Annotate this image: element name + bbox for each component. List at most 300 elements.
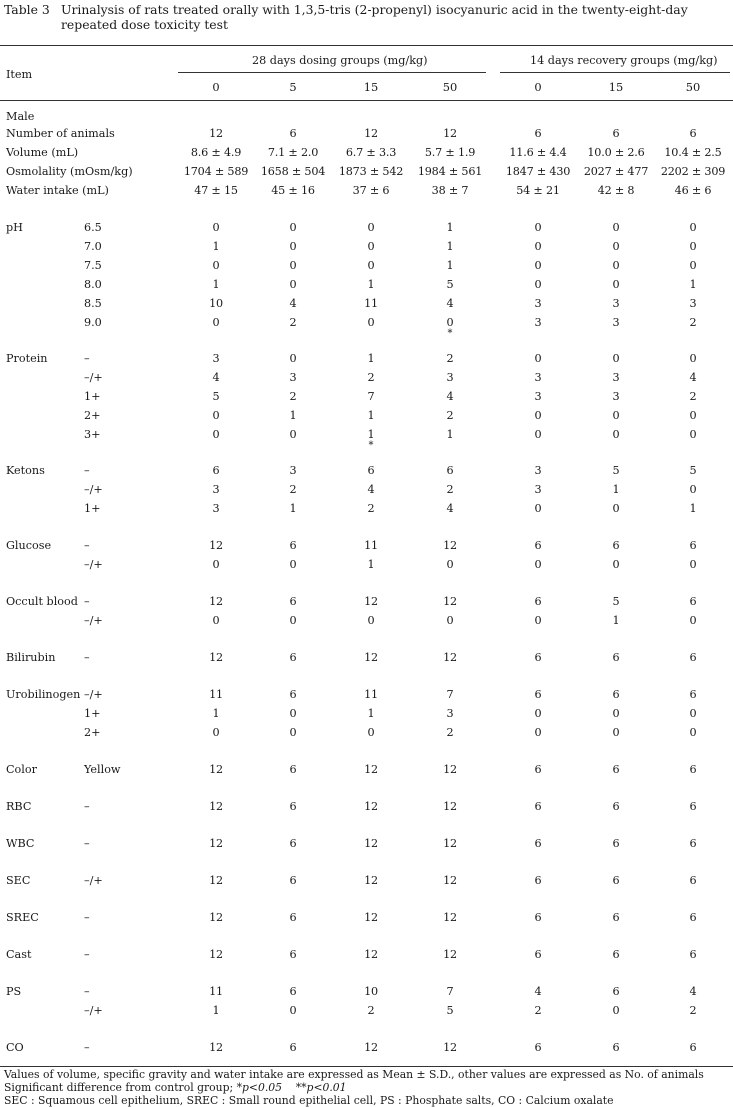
- significance-asterisk: *: [368, 440, 374, 451]
- table-cell: 1: [212, 278, 220, 291]
- table-row: [0, 1041, 733, 1055]
- table-cell: 6: [289, 985, 297, 998]
- footnote-p1: p<0.05: [242, 1081, 283, 1094]
- table-cell: 6: [534, 911, 542, 924]
- table-row: [0, 726, 733, 740]
- row-sub-label: –/+: [84, 371, 103, 384]
- table-row: [0, 911, 733, 925]
- table-cell: 0: [612, 502, 620, 515]
- table-cell: 12: [209, 874, 223, 887]
- table-cell: 6: [612, 651, 620, 664]
- table-cell: 0: [534, 221, 542, 234]
- table-row: [0, 297, 733, 311]
- table-cell: 3: [534, 483, 542, 496]
- row-sub-label: 1+: [84, 390, 101, 403]
- table-cell: 1: [446, 259, 454, 272]
- table-cell: 38 ± 7: [431, 184, 469, 197]
- table-cell: 6: [689, 800, 697, 813]
- table-cell: 6: [289, 1041, 297, 1054]
- table-cell: 12: [364, 595, 378, 608]
- table-cell: 0: [612, 240, 620, 253]
- table-cell: 0: [212, 221, 220, 234]
- table-cell: 3: [534, 316, 542, 329]
- table-row: [0, 948, 733, 962]
- table-row: [0, 428, 733, 442]
- table-row: [0, 502, 733, 516]
- table-cell: 2: [689, 1004, 697, 1017]
- table-cell: 0: [612, 1004, 620, 1017]
- table-cell: 6: [446, 464, 454, 477]
- table-cell: 1: [289, 502, 297, 515]
- table-cell: 3: [289, 464, 297, 477]
- table-cell: 2: [534, 1004, 542, 1017]
- table-cell: 6: [689, 595, 697, 608]
- table-cell: 47 ± 15: [194, 184, 238, 197]
- table-cell: 0: [289, 352, 297, 365]
- table-cell: 1658 ± 504: [260, 165, 326, 178]
- table-cell: 3: [446, 707, 454, 720]
- row-sub-label: –/+: [84, 558, 103, 571]
- table-cell: 12: [443, 763, 457, 776]
- row-sub-label: –: [84, 837, 90, 850]
- table-cell: 0: [212, 614, 220, 627]
- table-cell: 0: [289, 1004, 297, 1017]
- table-cell: 0: [612, 409, 620, 422]
- table-cell: 0: [212, 558, 220, 571]
- table-row: [0, 259, 733, 273]
- table-cell: 6: [612, 837, 620, 850]
- table-cell: 2: [446, 409, 454, 422]
- dose-header-2: 15: [363, 80, 379, 94]
- table-cell: 5: [212, 390, 220, 403]
- table-cell: 10: [364, 985, 378, 998]
- table-cell: 6: [289, 127, 297, 140]
- table-cell: 6: [367, 464, 375, 477]
- table-cell: 12: [209, 800, 223, 813]
- table-cell: 4: [446, 390, 454, 403]
- table-cell: 6: [612, 688, 620, 701]
- table-row: [0, 278, 733, 292]
- row-sub-label: –/+: [84, 874, 103, 887]
- table-cell: 6: [289, 911, 297, 924]
- table-row: [0, 539, 733, 553]
- table-cell: 0: [534, 726, 542, 739]
- table-cell: 2: [689, 316, 697, 329]
- table-row: [0, 614, 733, 628]
- table-cell: 12: [443, 837, 457, 850]
- table-cell: 12: [443, 874, 457, 887]
- footnote-2: [4, 1081, 347, 1094]
- table-cell: 5: [689, 464, 697, 477]
- row-sub-label: 6.5: [84, 221, 102, 234]
- dose-header-1: 5: [289, 80, 297, 94]
- table-cell: 4: [289, 297, 297, 310]
- table-row: [0, 165, 733, 179]
- table-cell: 1: [367, 278, 375, 291]
- table-cell: 0: [212, 726, 220, 739]
- table-label: Table 3: [4, 2, 50, 17]
- table-cell: 2: [446, 483, 454, 496]
- dose-header-5: 15: [608, 80, 624, 94]
- table-cell: 0: [612, 259, 620, 272]
- table-cell: 0: [289, 259, 297, 272]
- table-row: [0, 800, 733, 814]
- table-cell: 6: [289, 595, 297, 608]
- row-sub-label: 8.0: [84, 278, 102, 291]
- table-cell: 7.1 ± 2.0: [267, 146, 319, 159]
- table-cell: 10.0 ± 2.6: [587, 146, 645, 159]
- table-cell: 1847 ± 430: [505, 165, 571, 178]
- table-cell: 0: [446, 558, 454, 571]
- table-cell: 0: [612, 558, 620, 571]
- row-item-label: Color: [6, 763, 37, 776]
- row-sub-label: 8.5: [84, 297, 102, 310]
- table-cell: 1984 ± 561: [417, 165, 483, 178]
- table-cell: 2: [446, 352, 454, 365]
- row-item-label: Cast: [6, 948, 32, 961]
- dosing-group-rule: [178, 72, 486, 73]
- table-cell: 0: [689, 483, 697, 496]
- table-cell: 6: [534, 874, 542, 887]
- table-cell: 2: [367, 502, 375, 515]
- table-cell: 6: [289, 948, 297, 961]
- table-cell: 1: [446, 428, 454, 441]
- caption-line-1: Urinalysis of rats treated orally with 1,3,5-tris (2-propenyl) isocyanuric acid in the twenty-eight-day: [61, 2, 688, 17]
- row-sub-label: 2+: [84, 726, 101, 739]
- table-cell: 6: [289, 837, 297, 850]
- table-row: [0, 558, 733, 572]
- table-top-rule: [0, 45, 733, 46]
- table-cell: 6: [289, 800, 297, 813]
- table-cell: 0: [367, 240, 375, 253]
- row-sub-label: –: [84, 595, 90, 608]
- row-item-label: WBC: [6, 837, 35, 850]
- table-cell: 12: [209, 539, 223, 552]
- table-cell: 3: [612, 390, 620, 403]
- table-cell: 1: [446, 221, 454, 234]
- row-sub-label: 2+: [84, 409, 101, 422]
- table-cell: 4: [689, 985, 697, 998]
- table-cell: 6: [689, 948, 697, 961]
- table-cell: 8.6 ± 4.9: [190, 146, 242, 159]
- table-cell: 6: [689, 1041, 697, 1054]
- table-cell: 6: [612, 911, 620, 924]
- row-item-label: Volume (mL): [6, 146, 79, 159]
- table-cell: 12: [209, 595, 223, 608]
- table-cell: 11.6 ± 4.4: [509, 146, 567, 159]
- table-row: [0, 707, 733, 721]
- table-cell: 6: [612, 874, 620, 887]
- table-cell: 10: [209, 297, 223, 310]
- table-cell: 1: [289, 409, 297, 422]
- table-cell: 1: [689, 278, 697, 291]
- table-cell: 12: [209, 837, 223, 850]
- table-cell: 6: [689, 127, 697, 140]
- table-cell: 12: [443, 651, 457, 664]
- row-item-label: pH: [6, 221, 23, 234]
- table-cell: 0: [689, 726, 697, 739]
- dose-header-3: 50: [442, 80, 458, 94]
- significance-asterisk: *: [447, 328, 453, 339]
- caption-line-2: repeated dose toxicity test: [61, 17, 228, 32]
- row-sub-label: –: [84, 985, 90, 998]
- footnote-1: Values of volume, specific gravity and water intake are expressed as Mean ± S.D., other values are expressed as No. of animals: [4, 1068, 704, 1081]
- table-cell: 3: [212, 483, 220, 496]
- table-cell: 12: [209, 651, 223, 664]
- table-cell: 11: [364, 297, 378, 310]
- row-sub-label: 7.0: [84, 240, 102, 253]
- table-cell: 1: [446, 240, 454, 253]
- table-cell: 12: [209, 763, 223, 776]
- table-cell: 0: [289, 726, 297, 739]
- table-cell: 5: [612, 595, 620, 608]
- table-cell: 6: [612, 985, 620, 998]
- row-sub-label: –: [84, 651, 90, 664]
- table-cell: 3: [212, 502, 220, 515]
- table-cell: 12: [364, 800, 378, 813]
- dose-header-0: 0: [212, 80, 220, 94]
- table-cell: 6: [534, 539, 542, 552]
- table-cell: 12: [364, 1041, 378, 1054]
- table-cell: 42 ± 8: [597, 184, 635, 197]
- table-cell: 1: [689, 502, 697, 515]
- header-item: Item: [6, 68, 33, 81]
- table-cell: 12: [364, 911, 378, 924]
- row-item-label: RBC: [6, 800, 32, 813]
- table-cell: 6: [534, 595, 542, 608]
- table-row: [0, 837, 733, 851]
- table-cell: 3: [534, 297, 542, 310]
- row-sub-label: Yellow: [84, 763, 121, 776]
- table-cell: 0: [289, 240, 297, 253]
- table-cell: 6: [689, 911, 697, 924]
- table-cell: 6: [289, 763, 297, 776]
- table-cell: 12: [443, 595, 457, 608]
- table-cell: 12: [443, 127, 457, 140]
- table-cell: 12: [209, 1041, 223, 1054]
- table-cell: 6: [534, 651, 542, 664]
- table-row: [0, 240, 733, 254]
- table-cell: 12: [443, 1041, 457, 1054]
- table-cell: 0: [212, 316, 220, 329]
- table-cell: 0: [289, 278, 297, 291]
- table-cell: 0: [289, 614, 297, 627]
- table-cell: 2: [446, 726, 454, 739]
- table-cell: 4: [212, 371, 220, 384]
- table-cell: 6: [612, 127, 620, 140]
- table-cell: 6: [689, 837, 697, 850]
- row-item-label: Number of animals: [6, 127, 115, 140]
- table-cell: 2202 ± 309: [660, 165, 726, 178]
- table-cell: 0: [534, 707, 542, 720]
- table-cell: 11: [209, 985, 223, 998]
- table-cell: 6.7 ± 3.3: [345, 146, 397, 159]
- table-cell: 0: [534, 502, 542, 515]
- table-cell: 4: [367, 483, 375, 496]
- table-cell: 0: [212, 409, 220, 422]
- table-cell: 11: [364, 539, 378, 552]
- table-cell: 2: [289, 316, 297, 329]
- row-sub-label: –/+: [84, 1004, 103, 1017]
- table-cell: 0: [289, 707, 297, 720]
- row-sub-label: –: [84, 539, 90, 552]
- table-cell: 45 ± 16: [271, 184, 315, 197]
- table-cell: 0: [612, 726, 620, 739]
- table-cell: 2: [689, 390, 697, 403]
- table-cell: 6: [689, 763, 697, 776]
- table-cell: 4: [689, 371, 697, 384]
- footnote-p1-star: *: [236, 1081, 243, 1094]
- table-cell: 12: [209, 911, 223, 924]
- table-cell: 3: [534, 371, 542, 384]
- table-cell: 2027 ± 477: [583, 165, 649, 178]
- table-cell: 3: [446, 371, 454, 384]
- table-cell: 5.7 ± 1.9: [424, 146, 476, 159]
- row-item-label: PS: [6, 985, 22, 998]
- table-cell: 5: [612, 464, 620, 477]
- table-cell: 6: [612, 1041, 620, 1054]
- table-cell: 2: [367, 1004, 375, 1017]
- row-item-label: Water intake (mL): [6, 184, 109, 197]
- table-cell: 6: [289, 651, 297, 664]
- table-row: [0, 483, 733, 497]
- table-row: [0, 184, 733, 198]
- row-sub-label: –: [84, 464, 90, 477]
- table-cell: 7: [367, 390, 375, 403]
- table-cell: 1: [212, 707, 220, 720]
- table-cell: 12: [364, 651, 378, 664]
- header-dosing-group: 28 days dosing groups (mg/kg): [252, 54, 428, 67]
- table-cell: 6: [534, 763, 542, 776]
- table-cell: 0: [289, 221, 297, 234]
- table-cell: 0: [446, 614, 454, 627]
- dose-header-6: 50: [685, 80, 701, 94]
- row-sub-label: –/+: [84, 483, 103, 496]
- row-sub-label: –/+: [84, 614, 103, 627]
- table-row: [0, 352, 733, 366]
- recovery-group-rule: [500, 72, 730, 73]
- table-cell: 0: [446, 316, 454, 329]
- table-cell: 0: [689, 409, 697, 422]
- table-cell: 0: [534, 409, 542, 422]
- table-row: [0, 390, 733, 404]
- row-item-label: CO: [6, 1041, 24, 1054]
- table-cell: 12: [209, 948, 223, 961]
- table-row: [0, 464, 733, 478]
- table-cell: 0: [367, 221, 375, 234]
- table-cell: 1: [367, 707, 375, 720]
- table-cell: 0: [689, 259, 697, 272]
- table-cell: 1: [612, 483, 620, 496]
- table-cell: 3: [612, 297, 620, 310]
- footnote-p2-star: **: [295, 1081, 307, 1094]
- table-cell: 6: [534, 127, 542, 140]
- row-sub-label: 3+: [84, 428, 101, 441]
- table-cell: 0: [534, 614, 542, 627]
- table-cell: 0: [689, 558, 697, 571]
- row-sub-label: 1+: [84, 707, 101, 720]
- row-item-label: Ketons: [6, 464, 45, 477]
- table-cell: 0: [534, 278, 542, 291]
- table-cell: 0: [534, 428, 542, 441]
- table-row: [0, 874, 733, 888]
- table-cell: 0: [289, 558, 297, 571]
- table-cell: 12: [443, 800, 457, 813]
- table-row: [0, 371, 733, 385]
- row-sub-label: –: [84, 1041, 90, 1054]
- table-cell: 6: [289, 688, 297, 701]
- row-sub-label: –: [84, 800, 90, 813]
- header-recovery-group: 14 days recovery groups (mg/kg): [530, 54, 718, 67]
- row-item-label: SEC: [6, 874, 31, 887]
- table-cell: 6: [289, 874, 297, 887]
- table-cell: 1: [367, 428, 375, 441]
- table-cell: 3: [289, 371, 297, 384]
- table-cell: 12: [443, 539, 457, 552]
- table-cell: 12: [443, 911, 457, 924]
- row-item-label: Glucose: [6, 539, 52, 552]
- table-cell: 0: [612, 221, 620, 234]
- table-cell: 0: [689, 221, 697, 234]
- table-cell: 12: [364, 874, 378, 887]
- table-cell: 1: [612, 614, 620, 627]
- table-cell: 0: [367, 316, 375, 329]
- table-bottom-rule: [0, 1066, 733, 1067]
- row-sub-label: 1+: [84, 502, 101, 515]
- table-cell: 0: [612, 707, 620, 720]
- table-cell: 4: [446, 297, 454, 310]
- table-cell: 1704 ± 589: [183, 165, 249, 178]
- table-cell: 6: [534, 948, 542, 961]
- table-cell: 0: [367, 726, 375, 739]
- table-cell: 0: [534, 558, 542, 571]
- table-cell: 6: [534, 688, 542, 701]
- table-cell: 6: [612, 763, 620, 776]
- table-cell: 11: [364, 688, 378, 701]
- table-cell: 1: [212, 1004, 220, 1017]
- table-cell: 12: [364, 127, 378, 140]
- row-sub-label: –/+: [84, 688, 103, 701]
- table-cell: 3: [534, 464, 542, 477]
- table-cell: 12: [364, 763, 378, 776]
- table-cell: 0: [534, 352, 542, 365]
- footnote-3: SEC : Squamous cell epithelium, SREC : Small round epithelial cell, PS : Phosphate salts, CO : Calcium oxalate: [4, 1094, 614, 1107]
- table-cell: 6: [534, 837, 542, 850]
- table-row: [0, 595, 733, 609]
- table-cell: 12: [209, 127, 223, 140]
- table-cell: 3: [534, 390, 542, 403]
- table-row: [0, 688, 733, 702]
- dose-header-4: 0: [534, 80, 542, 94]
- table-cell: 0: [534, 259, 542, 272]
- table-cell: 1: [212, 240, 220, 253]
- table-cell: 5: [446, 1004, 454, 1017]
- footnote-p2: p<0.01: [306, 1081, 347, 1094]
- table-row: [0, 985, 733, 999]
- row-item-label: SREC: [6, 911, 39, 924]
- table-cell: 3: [689, 297, 697, 310]
- row-item-label: Osmolality (mOsm/kg): [6, 165, 133, 178]
- table-cell: 46 ± 6: [674, 184, 712, 197]
- table-cell: 6: [289, 539, 297, 552]
- table-cell: 0: [689, 240, 697, 253]
- table-cell: 12: [364, 837, 378, 850]
- table-row: [0, 127, 733, 141]
- table-cell: 12: [364, 948, 378, 961]
- table-cell: 2: [367, 371, 375, 384]
- table-cell: 3: [612, 371, 620, 384]
- table-cell: 12: [443, 948, 457, 961]
